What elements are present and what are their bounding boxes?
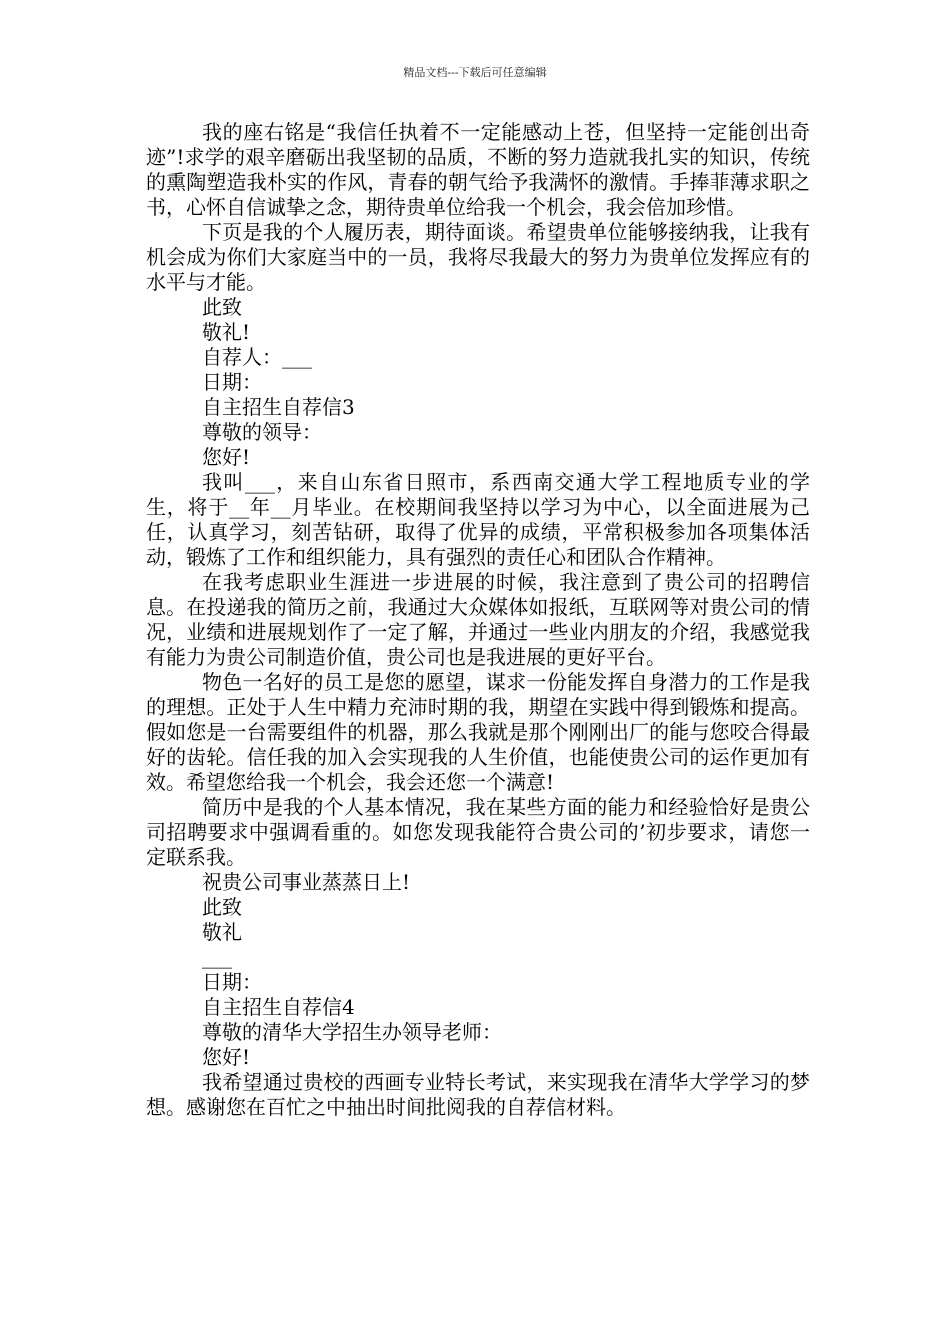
paragraph-career: 在我考虑职业生涯进一步进展的时候，我注意到了贵公司的招聘信息。在投递我的简历之前，我通过大众媒体如报纸，互联网等对贵公司的情况，业绩和进展规划作了一定了解，并通过一些业内朋友的介绍，我感觉我有能力为贵公司制造价值，贵公司也是我进展的更好平台。 (146, 570, 810, 669)
salutation: 尊敬的领导： (202, 420, 322, 444)
paragraph-resume-note: 下页是我的个人履历表，期待面谈。希望贵单位能够接纳我，让我有机会成为你们大家庭当中的一员，我将尽我最大的努力为贵单位发挥应有的水平与才能。 (146, 220, 810, 294)
closing-cizhi-2: 此致 (202, 895, 242, 919)
paragraph-wish: 物色一名好的员工是您的愿望，谋求一份能发挥自身潜力的工作是我的理想。正处于人生中精力充沛时期的我，期望在实践中得到锻炼和提高。假如您是一台需要组件的机器，那么我就是那个刚刚出厂的能与您咬合得最好的齿轮。信任我的加入会实现我的人生价值，也能使贵公司的运作更加有效。希望您给我一个机会，我会还您一个满意! (146, 670, 810, 794)
page-header: 精品文档---下载后可任意编辑 (403, 66, 547, 79)
paragraph-motto: 我的座右铭是“我信任执着不一定能感动上苍，但坚持一定能创出奇迹”!求学的艰辛磨砺出我坚韧的品质，不断的努力造就我扎实的知识，传统的熏陶塑造我朴实的作风，青春的朝气给予我满怀的激情。手捧菲薄求职之书，心怀自信诚挚之念，期待贵单位给我一个机会，我会倍加珍惜。 (146, 120, 810, 219)
section-title-3: 自主招生自荐信3 (202, 395, 355, 419)
signature-line: 自荐人：___ (202, 345, 312, 369)
blessing-line: 祝贵公司事业蒸蒸日上! (202, 870, 411, 894)
paragraph-resume: 简历中是我的个人基本情况，我在某些方面的能力和经验恰好是贵公司招聘要求中强调看重的。如您发现我能符合贵公司的’初步要求，请您一定联系我。 (146, 795, 810, 869)
closing-cizhi: 此致 (202, 295, 242, 319)
document-body (146, 120, 810, 1120)
date-line: 日期： (202, 370, 262, 394)
greeting: 您好! (202, 445, 251, 469)
closing-jingli-2: 敬礼 (202, 920, 242, 944)
greeting-2: 您好! (202, 1045, 251, 1069)
date-line-2: 日期： (202, 970, 262, 994)
section-title-4: 自主招生自荐信4 (202, 995, 355, 1019)
paragraph-tsinghua: 我希望通过贵校的西画专业特长考试，来实现我在清华大学学习的梦想。感谢您在百忙之中抽出时间批阅我的自荐信材料。 (146, 1070, 810, 1119)
signature-blank: ___ (202, 945, 232, 969)
closing-jingli: 敬礼! (202, 320, 251, 344)
salutation-2: 尊敬的清华大学招生办领导老师： (202, 1020, 502, 1044)
paragraph-intro: 我叫___，来自山东省日照市，系西南交通大学工程地质专业的学生，将于__年__月毕业。在校期间我坚持以学习为中心，以全面进展为己任，认真学习，刻苦钻研，取得了优异的成绩，平常积极参加各项集体活动，锻炼了工作和组织能力，具有强烈的责任心和团队合作精神。 (146, 470, 810, 569)
